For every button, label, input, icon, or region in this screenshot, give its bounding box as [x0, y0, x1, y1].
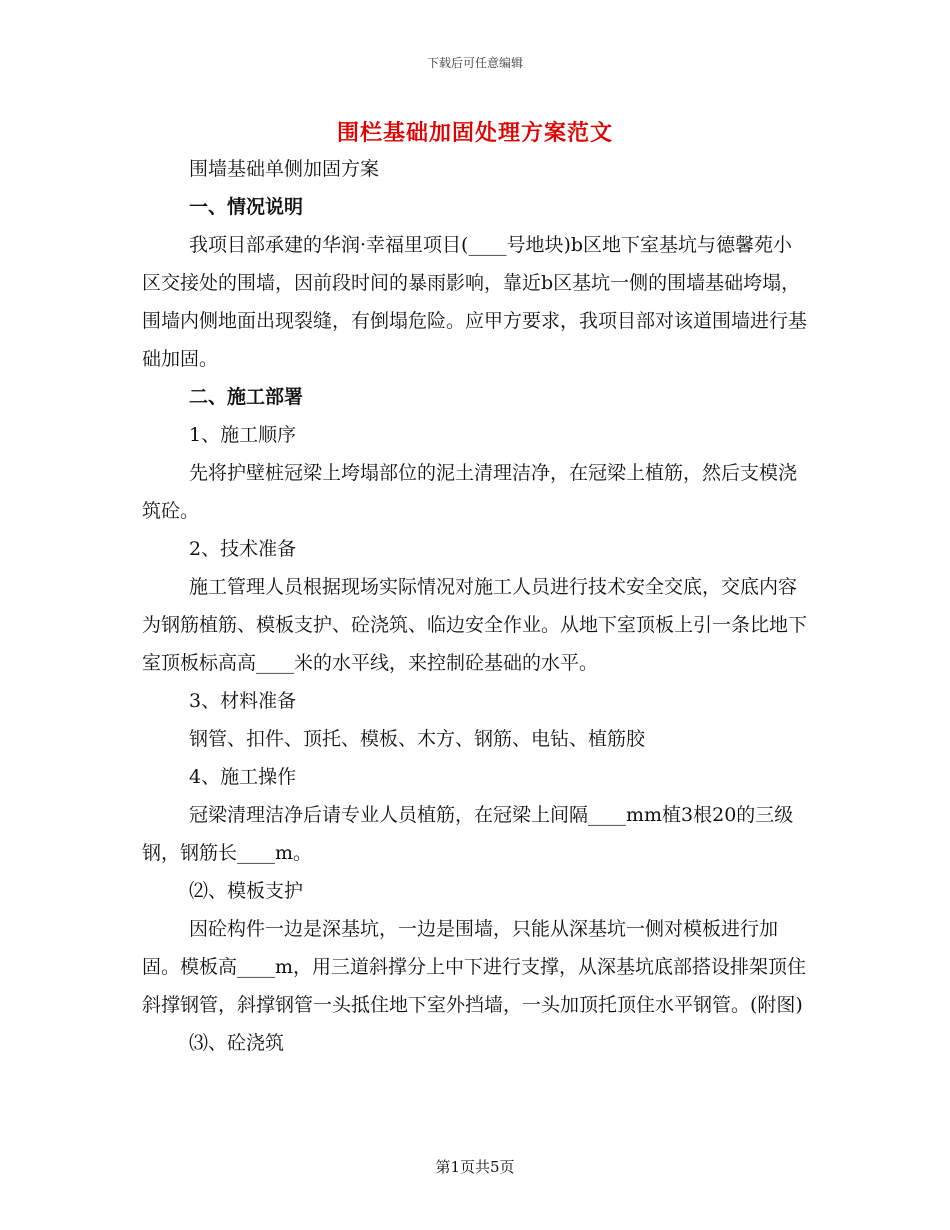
- paragraph-subtitle: 围墙基础单侧加固方案: [189, 158, 380, 180]
- paragraph: 钢管、扣件、顶托、模板、木方、钢筋、电钻、植筋胶: [189, 728, 646, 750]
- subheading: 3、材料准备: [189, 690, 297, 712]
- paragraph: 先将护壁桩冠梁上垮塌部位的泥土清理洁净，在冠梁上植筋，然后支模浇筑砼。: [142, 462, 798, 522]
- section-heading-2: 二、施工部署: [189, 386, 304, 408]
- paragraph: 我项目部承建的华润·幸福里项目(____号地块)b区地下室基坑与德馨苑小区交接处的围墙，因前段时间的暴雨影响，靠近b区基坑一侧的围墙基础垮塌，围墙内侧地面出现裂缝，有倒塌危险。应甲方要求，我项目部对该道围墙进行基础加固。: [142, 234, 808, 370]
- section-heading-1: 一、情况说明: [189, 196, 304, 218]
- subheading: 1、施工顺序: [189, 424, 297, 446]
- subheading: ⑶、砼浇筑: [189, 1032, 285, 1054]
- document-body: [142, 150, 810, 1062]
- page-header-note: 下载后可任意编辑: [426, 56, 523, 70]
- paragraph: 施工管理人员根据现场实际情况对施工人员进行技术安全交底，交底内容为钢筋植筋、模板支护、砼浇筑、临边安全作业。从地下室顶板上引一条比地下室顶板标高高____米的水平线，来控制砼基础的水平。: [142, 576, 808, 674]
- subheading: 2、技术准备: [189, 538, 297, 560]
- document-title: 围栏基础加固处理方案范文: [336, 120, 613, 146]
- paragraph: 因砼构件一边是深基坑，一边是围墙，只能从深基坑一侧对模板进行加固。模板高____m，用三道斜撑分上中下进行支撑，从深基坑底部搭设排架顶住斜撑钢管，斜撑钢管一头抵住地下室外挡墙，一头加顶托顶住水平钢管。(附图): [142, 918, 807, 1016]
- subheading: ⑵、模板支护: [189, 880, 304, 902]
- page-footer-number: 第1页共5页: [435, 1158, 515, 1176]
- paragraph: 冠梁清理洁净后请专业人员植筋，在冠梁上间隔____mm植3根20的三级钢，钢筋长____m。: [142, 804, 794, 864]
- subheading: 4、施工操作: [189, 766, 297, 788]
